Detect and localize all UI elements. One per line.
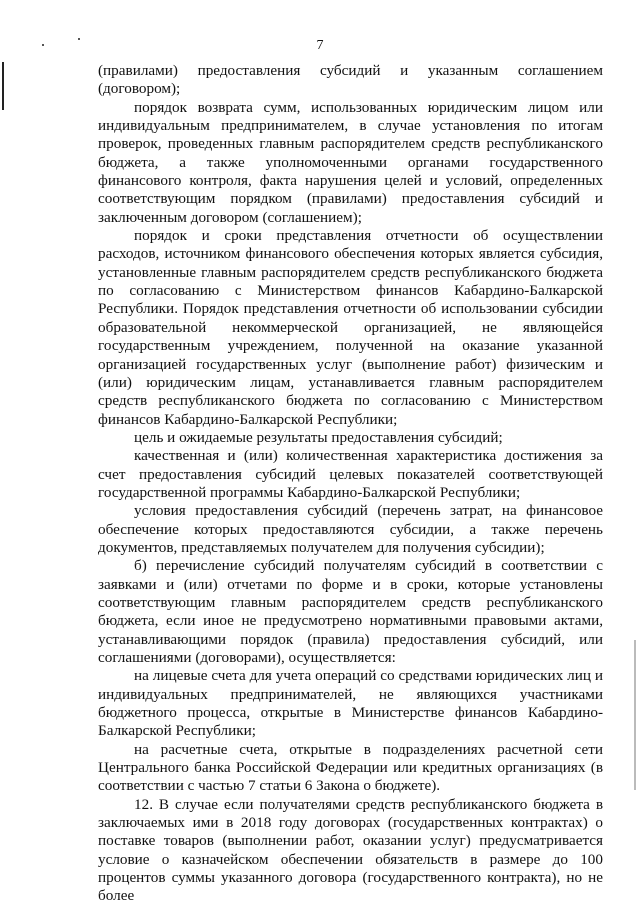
paragraph: качественная и (или) количественная характеристика достижения за счет предоставления субсидий целевых показателей соответствующей государственной программы Кабардино-Балкарской Республики;	[98, 447, 603, 501]
scan-edge-mark	[2, 62, 4, 110]
paragraph: цель и ожидаемые результаты предоставления субсидий;	[134, 428, 503, 446]
scan-edge-mark	[634, 640, 636, 790]
paragraph: порядок возврата сумм, использованных юридическим лицом или индивидуальным предпринимателем, в случае установления по итогам проверок, проведенных главным распорядителем средств республиканского бюджета, а также уполномоченными органами государственного финансового контроля, факта нарушения целей и условий, определенных соответствующим порядком (правилами) предоставления субсидий и заключенным договором (соглашением);	[98, 98, 603, 226]
paragraph: условия предоставления субсидий (перечень затрат, на финансовое обеспечение которых предоставляются субсидии, а также перечень документов, представляемых получателем для получения субсидии);	[98, 502, 603, 556]
paragraph: на лицевые счета для учета операций со средствами юридических лиц и индивидуальных предпринимателей, не являющихся участниками бюджетного процесса, открытые в Министерстве финансов Кабардино-Балкарской Республики;	[98, 667, 603, 740]
paragraph: (правилами) предоставления субсидий и указанным соглашением (договором);	[98, 62, 603, 98]
paragraph: 12. В случае если получателями средств республиканского бюджета в заключаемых ими в 2018 году договорах (государственных контрактах) о поставке товаров (выполнении работ, оказании услуг) предусматривается условие о казначейском обеспечении обязательств в размере до 100 процентов суммы указанного договора (государственного контракта), но не более	[98, 795, 603, 905]
paragraph: порядок и сроки представления отчетности об осуществлении расходов, источником финансового обеспечения которых является субсидия, установленные главным распорядителем средств республиканского бюджета по согласованию с Министерством финансов Кабардино-Балкарской Республики. Порядок представления отчетности об использовании субсидии образовательной некоммерческой организацией, не являющейся государственным учреждением, полученной на оказание указанной организацией государственных услуг (выполнение работ) физическим и (или) юридическим лицам, устанавливается главным распорядителем средств республиканского бюджета по согласованию с Министерством финансов Кабардино-Балкарской Республики;	[98, 227, 603, 428]
paragraph: на расчетные счета, открытые в подразделениях расчетной сети Центрального банка Российской Федерации или кредитных организациях (в соответствии с частью 7 статьи 6 Закона о бюджете).	[98, 740, 603, 795]
page-number: 7	[316, 38, 324, 53]
document-body	[98, 62, 603, 906]
paragraph: б) перечисление субсидий получателям субсидий в соответствии с заявками и (или) отчетами по форме и в сроки, которые установлены соответствующим главным распорядителем средств республиканского бюджета, если иное не предусмотрено нормативными правовыми актами, устанавливающими порядок (правила) предоставления субсидий, или соглашениями (договорами), осуществляется:	[98, 557, 603, 666]
